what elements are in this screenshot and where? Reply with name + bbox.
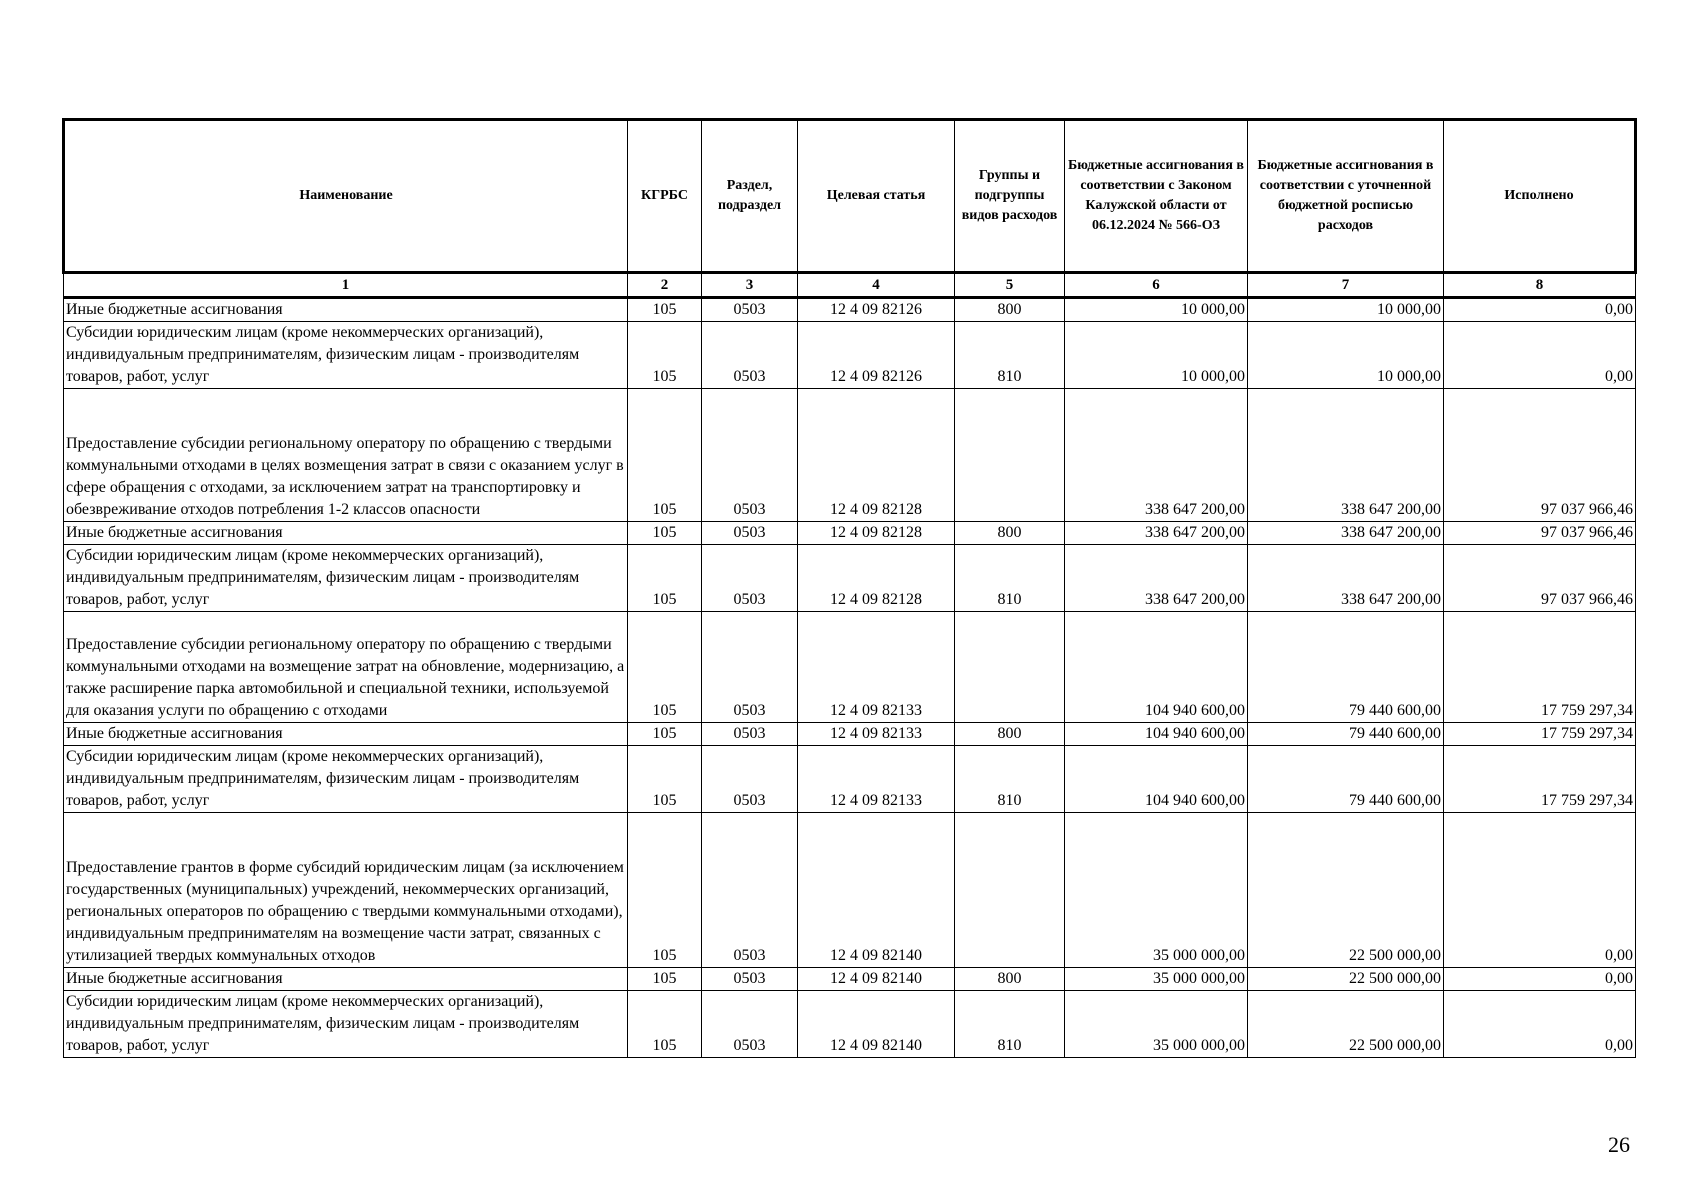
- row-refined-allocation: 79 440 600,00: [1248, 746, 1444, 813]
- row-name: Иные бюджетные ассигнования: [64, 723, 628, 746]
- row-name: Субсидии юридическим лицам (кроме некоммерческих организаций), индивидуальным предпринимателям, физическим лицам - производителям товаров, работ, услуг: [64, 322, 628, 389]
- row-target-article: 12 4 09 82128: [798, 545, 955, 612]
- row-target-article: 12 4 09 82126: [798, 298, 955, 322]
- row-name: Субсидии юридическим лицам (кроме некоммерческих организаций), индивидуальным предпринимателям, физическим лицам - производителям товаров, работ, услуг: [64, 991, 628, 1058]
- table-row: [64, 545, 1636, 612]
- row-name: Субсидии юридическим лицам (кроме некоммерческих организаций), индивидуальным предпринимателям, физическим лицам - производителям товаров, работ, услуг: [64, 746, 628, 813]
- row-kgrbs: 105: [628, 968, 702, 991]
- row-law-allocation: 35 000 000,00: [1065, 968, 1248, 991]
- row-law-allocation: 104 940 600,00: [1065, 612, 1248, 723]
- row-expense-group: 800: [955, 723, 1065, 746]
- row-executed: 17 759 297,34: [1444, 746, 1636, 813]
- row-expense-group: 810: [955, 746, 1065, 813]
- header-executed: Исполнено: [1444, 120, 1636, 273]
- row-law-allocation: 338 647 200,00: [1065, 522, 1248, 545]
- row-executed: 0,00: [1444, 968, 1636, 991]
- row-expense-group: 800: [955, 298, 1065, 322]
- row-refined-allocation: 10 000,00: [1248, 322, 1444, 389]
- row-refined-allocation: 22 500 000,00: [1248, 968, 1444, 991]
- budget-table: [62, 118, 1637, 1058]
- row-section: 0503: [702, 723, 798, 746]
- row-section: 0503: [702, 522, 798, 545]
- row-kgrbs: 105: [628, 746, 702, 813]
- header-target-article: Целевая статья: [798, 120, 955, 273]
- table-row: [64, 991, 1636, 1058]
- column-number: 2: [628, 273, 702, 298]
- header-name: Наименование: [64, 120, 628, 273]
- row-target-article: 12 4 09 82133: [798, 746, 955, 813]
- row-kgrbs: 105: [628, 612, 702, 723]
- row-executed: 0,00: [1444, 322, 1636, 389]
- row-executed: 0,00: [1444, 298, 1636, 322]
- row-kgrbs: 105: [628, 298, 702, 322]
- column-number: 1: [64, 273, 628, 298]
- row-law-allocation: 104 940 600,00: [1065, 723, 1248, 746]
- table-row: [64, 968, 1636, 991]
- row-name: Иные бюджетные ассигнования: [64, 968, 628, 991]
- row-executed: 0,00: [1444, 813, 1636, 968]
- row-kgrbs: 105: [628, 522, 702, 545]
- row-law-allocation: 10 000,00: [1065, 322, 1248, 389]
- row-section: 0503: [702, 322, 798, 389]
- row-name: Иные бюджетные ассигнования: [64, 522, 628, 545]
- table-row: [64, 723, 1636, 746]
- table-row: [64, 813, 1636, 968]
- table-row: [64, 322, 1636, 389]
- row-expense-group: [955, 813, 1065, 968]
- row-section: 0503: [702, 991, 798, 1058]
- row-kgrbs: 105: [628, 813, 702, 968]
- row-kgrbs: 105: [628, 545, 702, 612]
- row-section: 0503: [702, 545, 798, 612]
- row-expense-group: 810: [955, 991, 1065, 1058]
- column-number: 5: [955, 273, 1065, 298]
- column-number: 6: [1065, 273, 1248, 298]
- header-refined-allocation: Бюджетные ассигнования в соответствии с уточненной бюджетной росписью расходов: [1248, 120, 1444, 273]
- row-section: 0503: [702, 968, 798, 991]
- table-row: [64, 612, 1636, 723]
- row-kgrbs: 105: [628, 723, 702, 746]
- row-executed: 97 037 966,46: [1444, 389, 1636, 522]
- row-executed: 17 759 297,34: [1444, 723, 1636, 746]
- row-refined-allocation: 22 500 000,00: [1248, 813, 1444, 968]
- row-kgrbs: 105: [628, 322, 702, 389]
- table-row: [64, 389, 1636, 522]
- column-number: 3: [702, 273, 798, 298]
- row-target-article: 12 4 09 82133: [798, 612, 955, 723]
- column-number: 8: [1444, 273, 1636, 298]
- table-row: [64, 298, 1636, 322]
- row-law-allocation: 338 647 200,00: [1065, 545, 1248, 612]
- table-body: [64, 298, 1636, 1058]
- row-refined-allocation: 338 647 200,00: [1248, 545, 1444, 612]
- column-number: 4: [798, 273, 955, 298]
- row-executed: 97 037 966,46: [1444, 522, 1636, 545]
- table-row: [64, 746, 1636, 813]
- row-target-article: 12 4 09 82128: [798, 522, 955, 545]
- row-law-allocation: 338 647 200,00: [1065, 389, 1248, 522]
- row-law-allocation: 104 940 600,00: [1065, 746, 1248, 813]
- row-kgrbs: 105: [628, 389, 702, 522]
- row-law-allocation: 35 000 000,00: [1065, 991, 1248, 1058]
- row-name: Иные бюджетные ассигнования: [64, 298, 628, 322]
- row-expense-group: 810: [955, 322, 1065, 389]
- row-executed: 0,00: [1444, 991, 1636, 1058]
- row-executed: 97 037 966,46: [1444, 545, 1636, 612]
- row-target-article: 12 4 09 82133: [798, 723, 955, 746]
- row-name: Предоставление грантов в форме субсидий юридическим лицам (за исключением государственных (муниципальных) учреждений, некоммерческих организаций, региональных операторов по обращению с твердыми коммунальными отходами), индивидуальным предпринимателям на возмещение части затрат, связанных с утилизацией твердых коммунальных отходов: [64, 813, 628, 968]
- row-refined-allocation: 22 500 000,00: [1248, 991, 1444, 1058]
- row-name: Предоставление субсидии региональному оператору по обращению с твердыми коммунальными отходами на возмещение затрат на обновление, модернизацию, а также расширение парка автомобильной и специальной техники, используемой для оказания услуги по обращению с отходами: [64, 612, 628, 723]
- row-section: 0503: [702, 746, 798, 813]
- header-kgrbs: КГРБС: [628, 120, 702, 273]
- header-expense-group: Группы и подгруппы видов расходов: [955, 120, 1065, 273]
- row-refined-allocation: 79 440 600,00: [1248, 612, 1444, 723]
- row-refined-allocation: 338 647 200,00: [1248, 389, 1444, 522]
- row-refined-allocation: 10 000,00: [1248, 298, 1444, 322]
- row-expense-group: 800: [955, 968, 1065, 991]
- row-section: 0503: [702, 389, 798, 522]
- row-expense-group: [955, 612, 1065, 723]
- row-executed: 17 759 297,34: [1444, 612, 1636, 723]
- row-name: Субсидии юридическим лицам (кроме некоммерческих организаций), индивидуальным предпринимателям, физическим лицам - производителям товаров, работ, услуг: [64, 545, 628, 612]
- table-row: [64, 522, 1636, 545]
- row-target-article: 12 4 09 82128: [798, 389, 955, 522]
- row-expense-group: [955, 389, 1065, 522]
- row-target-article: 12 4 09 82140: [798, 991, 955, 1058]
- row-law-allocation: 10 000,00: [1065, 298, 1248, 322]
- column-number-row: [64, 273, 1636, 298]
- row-refined-allocation: 79 440 600,00: [1248, 723, 1444, 746]
- header-law-allocation: Бюджетные ассигнования в соответствии с Законом Калужской области от 06.12.2024 № 566-ОЗ: [1065, 120, 1248, 273]
- row-section: 0503: [702, 298, 798, 322]
- row-refined-allocation: 338 647 200,00: [1248, 522, 1444, 545]
- row-target-article: 12 4 09 82140: [798, 813, 955, 968]
- row-section: 0503: [702, 612, 798, 723]
- column-number: 7: [1248, 273, 1444, 298]
- row-name: Предоставление субсидии региональному оператору по обращению с твердыми коммунальными отходами в целях возмещения затрат в связи с оказанием услуг в сфере обращения с отходами, за исключением затрат на транспортировку и обезвреживание отходов потребления 1-2 классов опасности: [64, 389, 628, 522]
- page-number: 26: [1608, 1132, 1630, 1157]
- row-expense-group: 800: [955, 522, 1065, 545]
- table-header-row: [64, 120, 1636, 273]
- row-target-article: 12 4 09 82126: [798, 322, 955, 389]
- row-kgrbs: 105: [628, 991, 702, 1058]
- row-section: 0503: [702, 813, 798, 968]
- header-section: Раздел, подраздел: [702, 120, 798, 273]
- row-expense-group: 810: [955, 545, 1065, 612]
- row-law-allocation: 35 000 000,00: [1065, 813, 1248, 968]
- row-target-article: 12 4 09 82140: [798, 968, 955, 991]
